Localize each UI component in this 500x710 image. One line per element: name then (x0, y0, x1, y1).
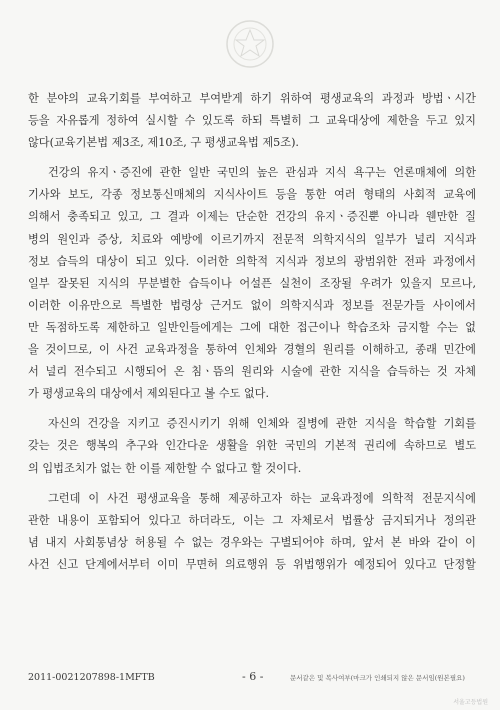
court-watermark: 서울고등법원 (453, 699, 488, 706)
text-line: 그런데 이 사건 평생교육을 통해 제공하고자 하는 교육과정에 의학적 전문지식에 (48, 491, 476, 505)
document-id: 2011-0021207898-1MFTB (28, 672, 155, 683)
text-line: 만 독점하도록 제한하고 일반인들에게는 그에 대한 접근이나 학습조차 금지할 수는 없 (28, 320, 476, 334)
text-line: 기사와 보도, 각종 정보통신매체의 지식사이트 등을 통한 여러 형태의 사회적 교육에 (28, 188, 476, 202)
text-line: 의해서 충족되고 있고, 그 결과 이제는 단순한 건강의 유지ㆍ증진뿐 아니라 웬만한 질 (28, 210, 476, 224)
text-line: 갖는 것은 행복의 추구와 인간다운 생활을 위한 국민의 기본적 권리에 속하므로 별도 (28, 439, 476, 453)
text-line: 일부 잘못된 지식의 무분별한 습득이나 어설픈 실천이 조장될 우려가 있을지 모르나, (28, 276, 476, 290)
text-line: 건강의 유지ㆍ증진에 관한 일반 국민의 높은 관심과 지식 욕구는 언론매체에 의한 (48, 166, 476, 180)
text-line: 않다(교육기본법 제3조, 제10조, 구 평생교육법 제5조). (28, 136, 299, 150)
text-line: 가 평생교육의 대상에서 제외된다고 볼 수도 없다. (28, 387, 270, 401)
text-line: 이러한 이유만으로 특별한 법령상 근거도 없이 의학지식과 정보를 전문가들 사이에서 (28, 298, 476, 312)
text-line: 서 널리 전수되고 시행되어 온 침ㆍ뜸의 원리와 시술에 관한 지식을 습득하는 것 자체 (28, 365, 476, 379)
text-line: 자신의 건강을 지키고 증진시키기 위해 인체와 질병에 관한 지식을 학습할 기회를 (48, 417, 476, 431)
text-line: 등을 자유롭게 정하여 실시할 수 있도록 하되 특별히 그 교육대상에 제한을 두고 있지 (28, 114, 476, 128)
text-line: 념 내지 사회통념상 허용될 수 없는 경우와는 구별되어야 하며, 앞서 본 바와 같이 이 (28, 535, 476, 549)
text-line: 을 것이므로, 이 사건 교육과정을 통하여 인체와 경혈의 원리를 이해하고, 종래 민간에 (28, 343, 476, 357)
page-number: - 6 - (242, 670, 264, 683)
text-line: 사건 신고 단계에서부터 이미 무면허 의료행위 등 위법행위가 예정되어 있다고 단정할 (28, 557, 476, 571)
court-seal-icon (224, 18, 276, 70)
document-body (28, 88, 476, 576)
text-line: 병의 원인과 증상, 치료와 예방에 이르기까지 전문적 의학지식의 일부가 널리 지식과 (28, 232, 476, 246)
text-line: 관한 내용이 포함되어 있다고 하더라도, 이는 그 자체로서 법률상 금지되거나 정의관 (28, 513, 476, 527)
text-line: 정보 습득의 대상이 되고 있다. 이러한 의학적 지식과 정보의 광범위한 전파 과정에서 (28, 254, 476, 268)
text-line: 한 분야의 교육기회를 부여하고 부여받게 하기 위하여 평생교육의 과정과 방법ㆍ시간 (28, 92, 476, 105)
copy-notice: 문서같은 및 복사여부(마크가 인쇄되지 않은 문서임(원본필요) (290, 674, 465, 682)
text-line: 의 입법조치가 없는 한 이를 제한할 수 없다고 할 것이다. (28, 461, 302, 475)
